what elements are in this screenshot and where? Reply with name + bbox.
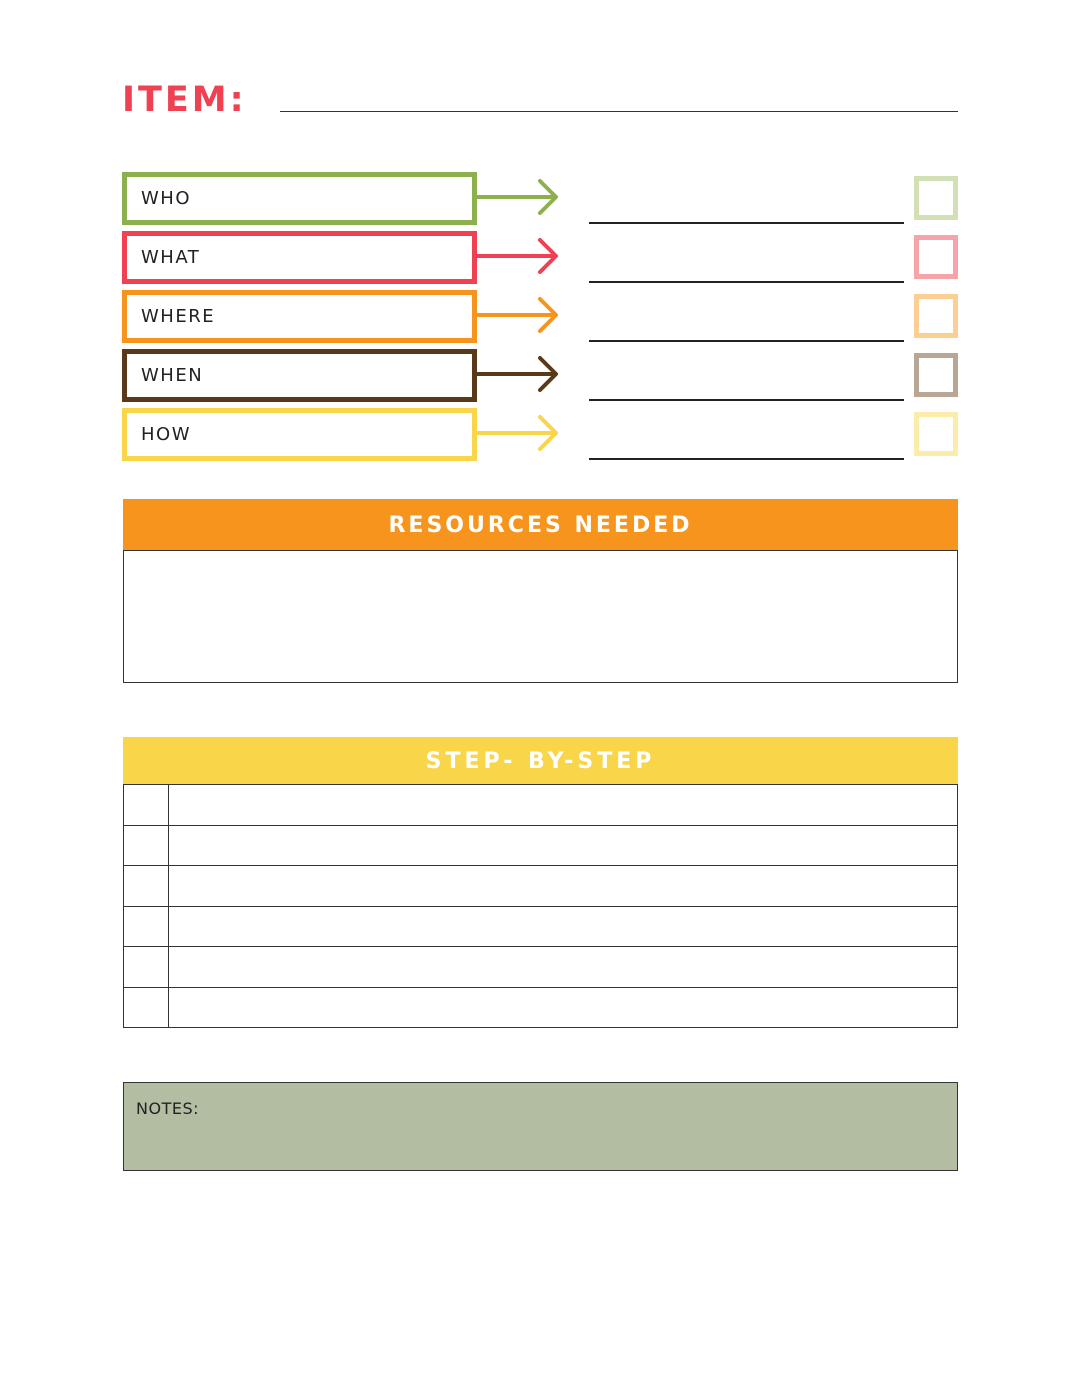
step-text-cell[interactable] (169, 907, 957, 947)
step-text-cell[interactable] (169, 988, 957, 1028)
question-box-where (122, 290, 477, 343)
step-text-cell[interactable] (169, 826, 957, 866)
steps-header: STEP- BY-STEP (123, 737, 958, 785)
step-row (124, 785, 957, 826)
question-label: WHERE (141, 306, 216, 327)
question-label: HOW (141, 424, 192, 445)
question-label: WHO (141, 188, 192, 209)
step-number-cell[interactable] (124, 988, 169, 1028)
resources-header: RESOURCES NEEDED (123, 499, 958, 551)
step-number-cell[interactable] (124, 907, 169, 947)
question-box-how (122, 408, 477, 461)
answer-line-where[interactable] (589, 340, 904, 342)
question-box-when (122, 349, 477, 402)
arrow-right-icon (476, 354, 566, 394)
arrow-right-icon (476, 177, 566, 217)
step-row (124, 947, 957, 988)
checkbox-where[interactable] (914, 294, 958, 338)
item-input-line[interactable] (280, 111, 958, 112)
step-number-cell[interactable] (124, 826, 169, 866)
step-number-cell[interactable] (124, 947, 169, 987)
checkbox-when[interactable] (914, 353, 958, 397)
step-row (124, 988, 957, 1029)
question-label: WHEN (141, 365, 204, 386)
step-number-cell[interactable] (124, 785, 169, 825)
step-number-cell[interactable] (124, 866, 169, 906)
arrow-right-icon (476, 413, 566, 453)
step-text-cell[interactable] (169, 785, 957, 825)
checkbox-who[interactable] (914, 176, 958, 220)
resources-text-area[interactable] (123, 550, 958, 683)
step-text-cell[interactable] (169, 947, 957, 987)
steps-table (123, 784, 958, 1028)
question-box-what (122, 231, 477, 284)
checkbox-how[interactable] (914, 412, 958, 456)
item-label: ITEM: (122, 80, 247, 120)
notes-box[interactable] (123, 1082, 958, 1171)
question-box-who (122, 172, 477, 225)
step-row (124, 826, 957, 867)
arrow-right-icon (476, 295, 566, 335)
step-text-cell[interactable] (169, 866, 957, 906)
answer-line-what[interactable] (589, 281, 904, 283)
step-row (124, 866, 957, 907)
step-row (124, 907, 957, 948)
answer-line-how[interactable] (589, 458, 904, 460)
answer-line-who[interactable] (589, 222, 904, 224)
question-label: WHAT (141, 247, 201, 268)
checkbox-what[interactable] (914, 235, 958, 279)
arrow-right-icon (476, 236, 566, 276)
notes-label: NOTES: (136, 1099, 199, 1118)
answer-line-when[interactable] (589, 399, 904, 401)
